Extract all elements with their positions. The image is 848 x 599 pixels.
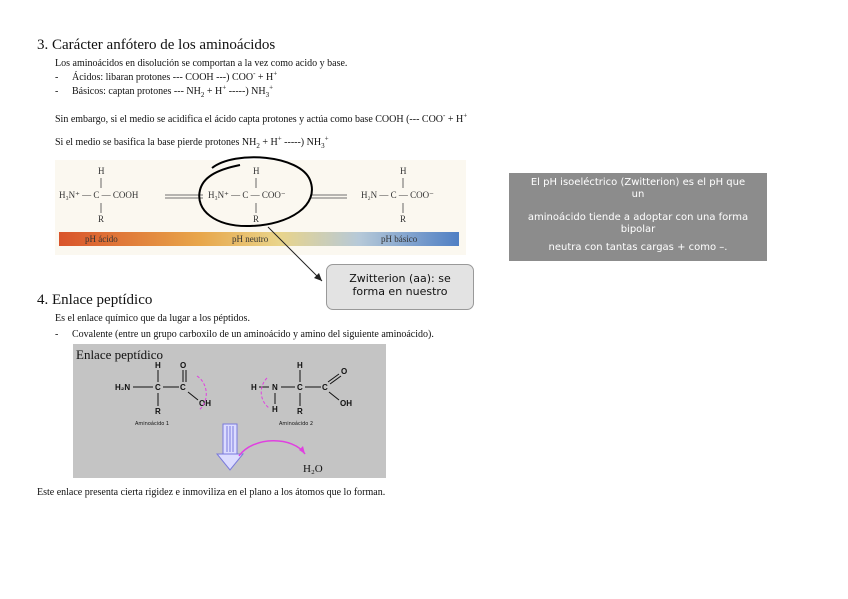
amino-acid-1: [115, 361, 211, 427]
svg-text:C: C: [155, 383, 161, 392]
anion-form: [361, 166, 434, 224]
acids-label: Ácidos: libaran protones --- COOH ---) COO: [72, 72, 254, 83]
reaction-arrow: [217, 424, 243, 470]
svg-text:R: R: [98, 214, 105, 224]
svg-text:H₂N: H₂N: [115, 383, 131, 392]
svg-text:H: H: [251, 383, 257, 392]
ph-basic-label: pH básico: [381, 234, 418, 244]
svg-text:OH: OH: [199, 399, 211, 408]
bullet-dash: -: [55, 329, 59, 340]
section-3-title: 3. Carácter anfótero de los aminoácidos: [37, 37, 276, 53]
covalent-line: [55, 329, 434, 341]
isoelectric-callout: [509, 173, 767, 261]
section-4-title: 4. Enlace peptídico: [37, 292, 153, 308]
bases-label: Básicos: captan protones --- NH: [72, 86, 201, 97]
svg-text:H: H: [253, 166, 260, 176]
svg-text:H₃N⁺ — C — COOH: H₃N⁺ — C — COOH: [59, 190, 139, 200]
svg-text:R: R: [297, 407, 303, 416]
bullet-dash: -: [55, 72, 59, 83]
svg-text:N: N: [272, 383, 278, 392]
svg-text:C: C: [322, 383, 328, 392]
figure-title: Enlace peptídico: [76, 347, 163, 362]
svg-text:R: R: [400, 214, 407, 224]
svg-text:H₂N — C — COO⁻: H₂N — C — COO⁻: [361, 190, 434, 200]
aa2-label: Aminoácido 2: [279, 421, 314, 427]
zwitterion-form: [208, 166, 286, 224]
svg-text:C: C: [180, 383, 186, 392]
svg-text:H: H: [98, 166, 105, 176]
svg-text:H₃N⁺ — C — COO⁻: H₃N⁺ — C — COO⁻: [208, 190, 286, 200]
svg-text:R: R: [155, 407, 161, 416]
svg-text:H: H: [272, 405, 278, 414]
svg-text:C: C: [297, 383, 303, 392]
basic-medium-text: Si el medio se basifica la base pierde protones $NH_2 + H^+$ -----) $NH_3^+$: [55, 134, 329, 150]
water-label: H₂O: [303, 463, 323, 475]
amino-acid-2: [251, 361, 352, 427]
water-release-arrow: [239, 441, 305, 456]
amino-acid-ph-figure: [55, 160, 466, 255]
closing-text: Este enlace presenta cierta rigidez e inmoviliza en el plano a los átomos que lo forman.: [37, 487, 386, 498]
callout-line-5: neutra con tantas cargas + como –.: [548, 242, 728, 253]
svg-text:H: H: [155, 361, 161, 370]
covalent-text: Covalente (entre un grupo carboxilo de un aminoácido y amino del siguiente aminoácido).: [72, 329, 434, 340]
svg-text:H: H: [400, 166, 407, 176]
svg-text:H: H: [297, 361, 303, 370]
svg-text:R: R: [253, 214, 260, 224]
callout-line-3: aminoácido tiende a adoptar con una forma: [527, 212, 749, 223]
svg-text:O: O: [180, 361, 187, 370]
ph-neutral-label: pH neutro: [232, 234, 269, 244]
peptide-bond-figure: [73, 344, 386, 478]
section-3-intro: Los aminoácidos en disolución se comportan a la vez como acido y base.: [55, 58, 348, 69]
callout-line-1: El pH isoeléctrico (Zwitterion) es el pH que: [530, 177, 746, 188]
bullet-dash: -: [55, 86, 59, 97]
cation-form: [59, 166, 139, 224]
aa1-label: Aminoácido 1: [135, 421, 170, 427]
acid-medium-text: Sin embargo, si el medio se acidifica el ácido capta protones y actúa como base COOH (--- COO- + H+: [55, 111, 468, 125]
bases-line: - Básicos: captan protones --- $NH_2 + H^+$ -----) $NH_3^+$: [55, 83, 274, 99]
section-4-intro: Es el enlace químico que da lugar a los péptidos.: [55, 313, 250, 324]
callout-line-4: bipolar: [620, 224, 656, 235]
bubble-line-1: Zwitterion (aa): se: [349, 272, 451, 285]
acids-line: - Ácidos: libaran protones --- COOH ---) COO- + H+: [55, 69, 278, 83]
svg-text:OH: OH: [340, 399, 352, 408]
callout-line-2: un: [631, 189, 645, 200]
ph-acid-label: pH ácido: [85, 234, 118, 244]
svg-text:O: O: [341, 367, 348, 376]
zwitterion-note-bubble: [326, 264, 474, 310]
bubble-line-2: forma en nuestro: [352, 285, 448, 298]
